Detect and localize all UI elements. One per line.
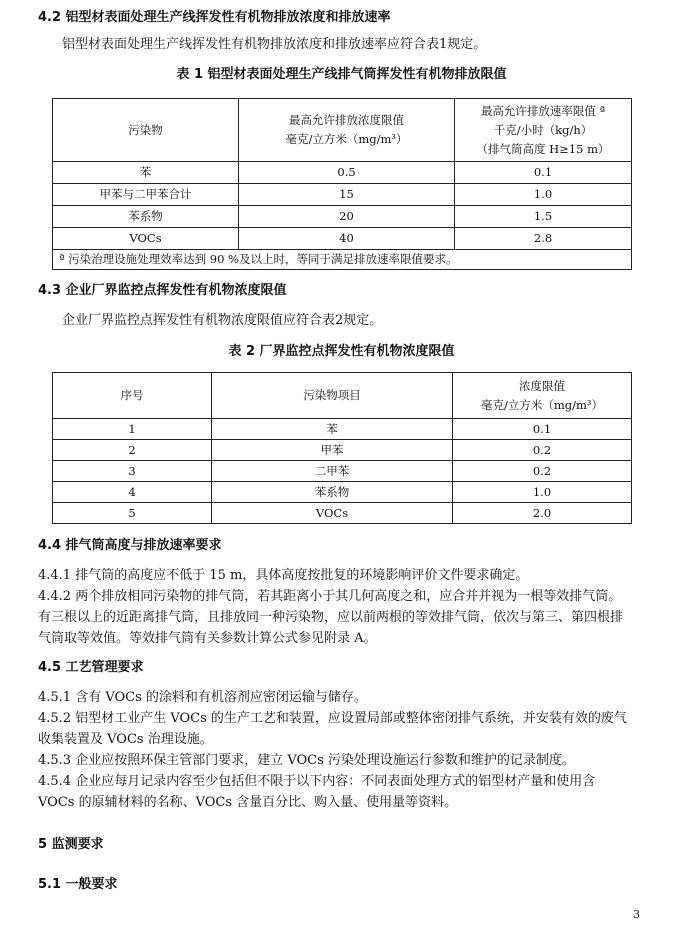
section-heading: 5 监测要求 <box>38 837 104 852</box>
paragraph: 铝型材表面处理生产线挥发性有机物排放浓度和排放速率应符合表1规定。 <box>62 37 487 52</box>
cell: 苯系物 <box>53 206 239 228</box>
cell: 苯系物 <box>212 482 453 503</box>
section-heading: 4.2 铝型材表面处理生产线挥发性有机物排放浓度和排放速率 <box>38 10 391 25</box>
table-row <box>53 482 632 503</box>
cell: 1.0 <box>455 184 632 206</box>
cell: 苯 <box>53 162 239 184</box>
table-row <box>53 228 632 250</box>
paragraph-line: 4.4.2 两个排放相同污染物的排气筒，若其距离小于其几何高度之和，应合并并视为一根等效排气筒。 <box>38 589 622 604</box>
paragraph-line: 气筒取等效值。等效排气筒有关参数计算公式参见附录 A。 <box>38 631 377 646</box>
header-line: 最高允许排放速率限值 ª <box>480 103 606 118</box>
header-line: 最高允许排放浓度限值 <box>289 113 404 127</box>
paragraph-line: 收集装置及 VOCs 治理设施。 <box>38 732 213 747</box>
cell: 1 <box>53 419 212 440</box>
table-title: 表 2 厂界监控点挥发性有机物浓度限值 <box>228 344 455 359</box>
table-footnote-row <box>53 250 632 270</box>
table-row <box>53 162 632 184</box>
section-heading: 4.3 企业厂界监控点挥发性有机物浓度限值 <box>38 283 287 298</box>
cell: 0.2 <box>453 440 632 461</box>
table-1 <box>52 98 632 270</box>
cell: 二甲苯 <box>212 461 453 482</box>
paragraph-line: 4.5.2 铝型材工业产生 VOCs 的生产工艺和装置，应设置局部或整体密闭排气系统，并安装有效的废气 <box>38 711 627 726</box>
paragraph-line: 4.5.3 企业应按照环保主管部门要求，建立 VOCs 污染处理设施运行参数和维护的记录制度。 <box>38 753 575 768</box>
cell: 0.1 <box>455 162 632 184</box>
paragraph-line: VOCs 的原辅材料的名称、VOCs 含量百分比、购入量、使用量等资料。 <box>38 795 458 810</box>
cell: 2 <box>53 440 212 461</box>
table-row <box>53 184 632 206</box>
cell: 0.5 <box>239 162 455 184</box>
cell: 0.1 <box>453 419 632 440</box>
cell: 15 <box>239 184 455 206</box>
header-cell: 序号 <box>53 373 212 419</box>
table-2 <box>52 372 632 524</box>
cell: 5 <box>53 503 212 524</box>
header-cell: 污染物 <box>53 99 239 162</box>
table-header-row <box>53 373 632 419</box>
paragraph: 企业厂界监控点挥发性有机物浓度限值应符合表2规定。 <box>62 313 383 328</box>
cell: 4 <box>53 482 212 503</box>
cell: VOCs <box>212 503 453 524</box>
paragraph-line: 有三根以上的近距离排气筒，且排放同一种污染物，应以前两根的等效排气筒，依次与第三、第四根排 <box>38 610 624 625</box>
paragraph-line: 4.5.4 企业应每月记录内容至少包括但不限于以下内容：不同表面处理方式的铝型材产量和使用含 <box>38 774 596 789</box>
header-line: 千克/小时（kg/h） <box>493 122 593 137</box>
cell: 甲苯与二甲苯合计 <box>53 184 239 206</box>
table-footnote: ª 污染治理设施处理效率达到 90 %及以上时，等同于满足排放速率限值要求。 <box>53 250 632 270</box>
cell: 40 <box>239 228 455 250</box>
section-heading: 5.1 一般要求 <box>38 877 118 892</box>
table-row <box>53 461 632 482</box>
cell: 苯 <box>212 419 453 440</box>
header-cell <box>455 99 632 162</box>
page-number: 3 <box>633 908 640 921</box>
paragraph-line: 4.4.1 排气筒的高度应不低于 15 m，具体高度按批复的环境影响评价文件要求确定。 <box>38 568 529 583</box>
section-heading: 4.5 工艺管理要求 <box>38 660 144 675</box>
paragraph-line: 4.5.1 含有 VOCs 的涂料和有机溶剂应密闭运输与储存。 <box>38 690 367 705</box>
cell: 1.0 <box>453 482 632 503</box>
header-line: 毫克/立方米（mg/m³） <box>480 397 604 412</box>
cell: 3 <box>53 461 212 482</box>
header-cell <box>453 373 632 419</box>
table-row <box>53 419 632 440</box>
header-line: 浓度限值 <box>519 378 565 393</box>
table-row <box>53 503 632 524</box>
cell: 1.5 <box>455 206 632 228</box>
cell: 2.8 <box>455 228 632 250</box>
table-row <box>53 440 632 461</box>
cell: 0.2 <box>453 461 632 482</box>
cell: VOCs <box>53 228 239 250</box>
header-line: （排气筒高度 H≥15 m） <box>476 141 610 156</box>
header-cell: 污染物项目 <box>212 373 453 419</box>
table-row <box>53 206 632 228</box>
cell: 甲苯 <box>212 440 453 461</box>
table-header-row <box>53 99 632 162</box>
cell: 20 <box>239 206 455 228</box>
cell: 2.0 <box>453 503 632 524</box>
header-line: 毫克/立方米（mg/m³） <box>285 132 408 146</box>
table-title: 表 1 铝型材表面处理生产线排气筒挥发性有机物排放限值 <box>176 67 507 82</box>
section-heading: 4.4 排气筒高度与排放速率要求 <box>38 538 222 553</box>
header-cell <box>239 99 455 162</box>
